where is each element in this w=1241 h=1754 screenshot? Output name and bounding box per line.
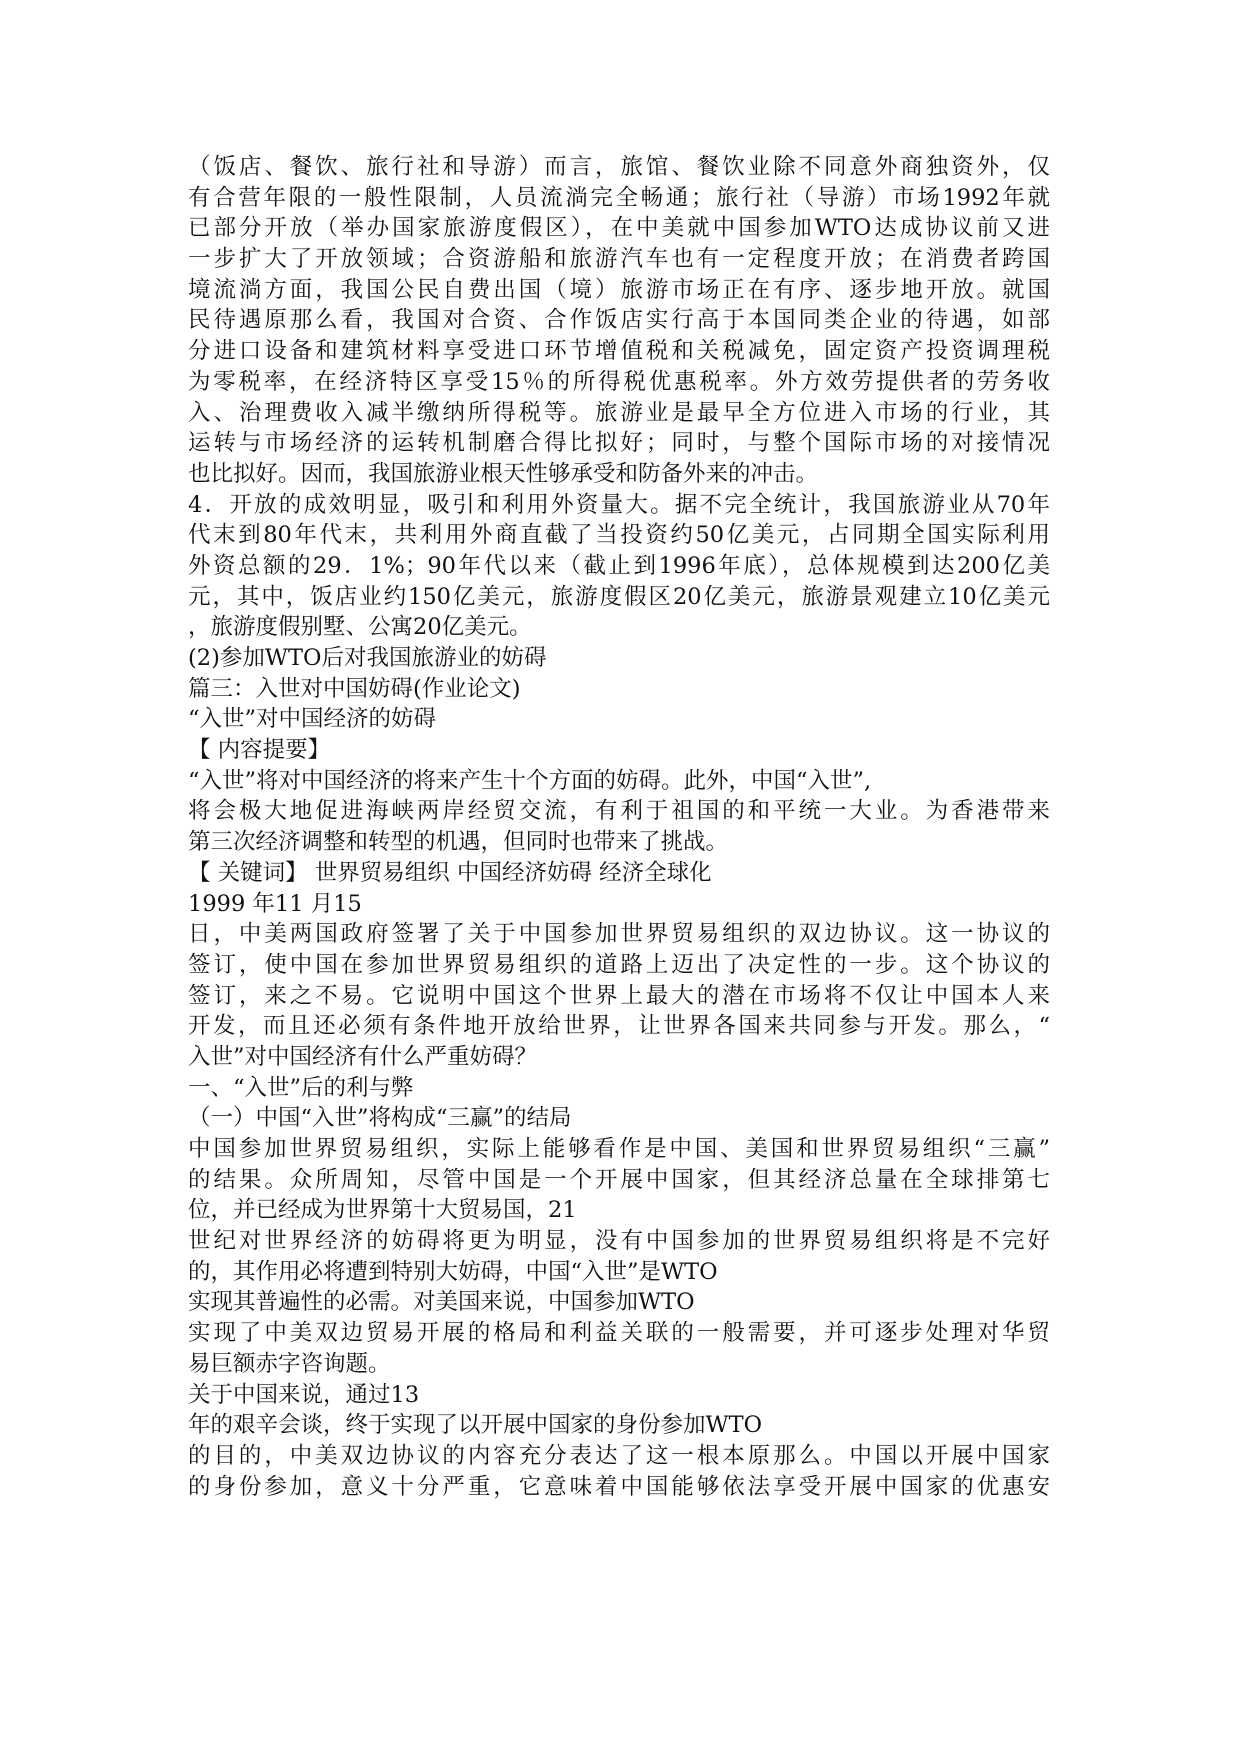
text-line: 也比拟好。因而，我国旅游业根天性够承受和防备外来的冲击。 (188, 460, 819, 487)
text-line: 一步扩大了开放领域；合资游船和旅游汽车也有一定程度开放；在消费者跨国 (188, 246, 1050, 273)
text-line: 境流淌方面，我国公民自费出国（境）旅游市场正在有序、逐步地开放。就国 (188, 276, 1050, 303)
text-line: 为零税率，在经济特区享受15％的所得税优惠税率。外方效劳提供者的劳务收 (188, 368, 1050, 395)
text-line: 第三次经济调整和转型的机遇，但同时也带来了挑战。 (188, 829, 729, 856)
text-line: 篇三：入世对中国妨碍(作业论文) (188, 675, 521, 702)
text-line: 的结果。众所周知，尽管中国是一个开展中国家，但其经济总量在全球排第七 (188, 1166, 1050, 1193)
text-line: (2)参加WTO后对我国旅游业的妨碍 (188, 645, 547, 671)
text-line: 民待遇原那么看，我国对合资、合作饭店实行高于本国同类企业的待遇，如部 (188, 307, 1050, 334)
text-line: “入世”对中国经济的妨碍 (188, 706, 437, 733)
text-line: 4．开放的成效明显，吸引和利用外资量大。据不完全统计，我国旅游业从70年 (188, 491, 1050, 518)
text-line: 将会极大地促进海峡两岸经贸交流，有利于祖国的和平统一大业。为香港带来 (188, 798, 1050, 825)
text-line: 分进口设备和建筑材料享受进口环节增值税和关税减免，固定资产投资调理税 (188, 338, 1050, 365)
text-line: 入、治理费收入减半缴纳所得税等。旅游业是最早全方位进入市场的行业，其 (188, 399, 1050, 426)
text-line: 已部分开放（举办国家旅游度假区），在中美就中国参加WTO达成协议前又进 (188, 215, 1050, 242)
text-line: “入世”将对中国经济的将来产生十个方面的妨碍。此外，中国“入世”, (188, 767, 872, 794)
text-line: 中国参加世界贸易组织，实际上能够看作是中国、美国和世界贸易组织“三赢” (188, 1136, 1050, 1162)
text-line: ，旅游度假别墅、公寓20亿美元。 (188, 614, 532, 641)
text-line: 实现其普遍性的必需。对美国来说，中国参加WTO (188, 1289, 695, 1316)
text-line: 的，其作用必将遭到特别大妨碍，中国“入世”是WTO (188, 1258, 718, 1285)
text-line: 有合营年限的一般性限制，人员流淌完全畅通；旅行社（导游）市场1992年就 (188, 184, 1050, 211)
text-line: 世纪对世界经济的妨碍将更为明显，没有中国参加的世界贸易组织将是不完好 (188, 1228, 1050, 1255)
text-line: （饭店、餐饮、旅行社和导游）而言，旅馆、餐饮业除不同意外商独资外，仅 (188, 154, 1050, 180)
text-line: 日，中美两国政府签署了关于中国参加世界贸易组织的双边协议。这一协议的 (188, 921, 1050, 948)
text-line: 1999 年11 月15 (188, 890, 362, 917)
text-line: 易巨额赤字咨询题。 (188, 1350, 391, 1377)
text-line: 运转与市场经济的运转机制磨合得比拟好；同时，与整个国际市场的对接情况 (188, 430, 1050, 457)
text-line: 入世”对中国经济有什么严重妨碍？ (188, 1043, 538, 1070)
text-line: 代末到80年代末，共利用外商直截了当投资约50亿美元，占同期全国实际利用 (188, 522, 1050, 549)
text-line: 元，其中，饭店业约150亿美元，旅游度假区20亿美元，旅游景观建立10亿美元 (188, 583, 1050, 610)
text-line: 的目的，中美双边协议的内容充分表达了这一根本原那么。中国以开展中国家 (188, 1442, 1050, 1469)
text-line: 【 内容提要】 (188, 737, 331, 764)
text-line: 年的艰辛会谈，终于实现了以开展中国家的身份参加WTO (188, 1412, 763, 1439)
document-page (188, 152, 1050, 1502)
text-line: 关于中国来说，通过13 (188, 1381, 420, 1408)
text-line: （一）中国“入世”将构成“三赢”的结局 (188, 1105, 572, 1132)
text-line: 【 关键词】 世界贸易组织 中国经济妨碍 经济全球化 (188, 859, 712, 886)
text-line: 外资总额的29．1%；90年代以来（截止到1996年底），总体规模到达200亿美 (188, 552, 1050, 579)
text-line: 位，并已经成为世界第十大贸易国，21 (188, 1197, 577, 1224)
text-line: 签订，使中国在参加世界贸易组织的道路上迈出了决定性的一步。这个协议的 (188, 951, 1050, 978)
text-line: 开发，而且还必须有条件地开放给世界，让世界各国来共同参与开发。那么，“ (188, 1013, 1050, 1040)
text-line: 实现了中美双边贸易开展的格局和利益关联的一般需要，并可逐步处理对华贸 (188, 1320, 1050, 1347)
text-line: 一、“入世”后的利与弊 (188, 1074, 414, 1101)
text-line: 签订，来之不易。它说明中国这个世界上最大的潜在市场将不仅让中国本人来 (188, 982, 1050, 1009)
text-line: 的身份参加，意义十分严重，它意味着中国能够依法享受开展中国家的优惠安 (188, 1473, 1050, 1500)
